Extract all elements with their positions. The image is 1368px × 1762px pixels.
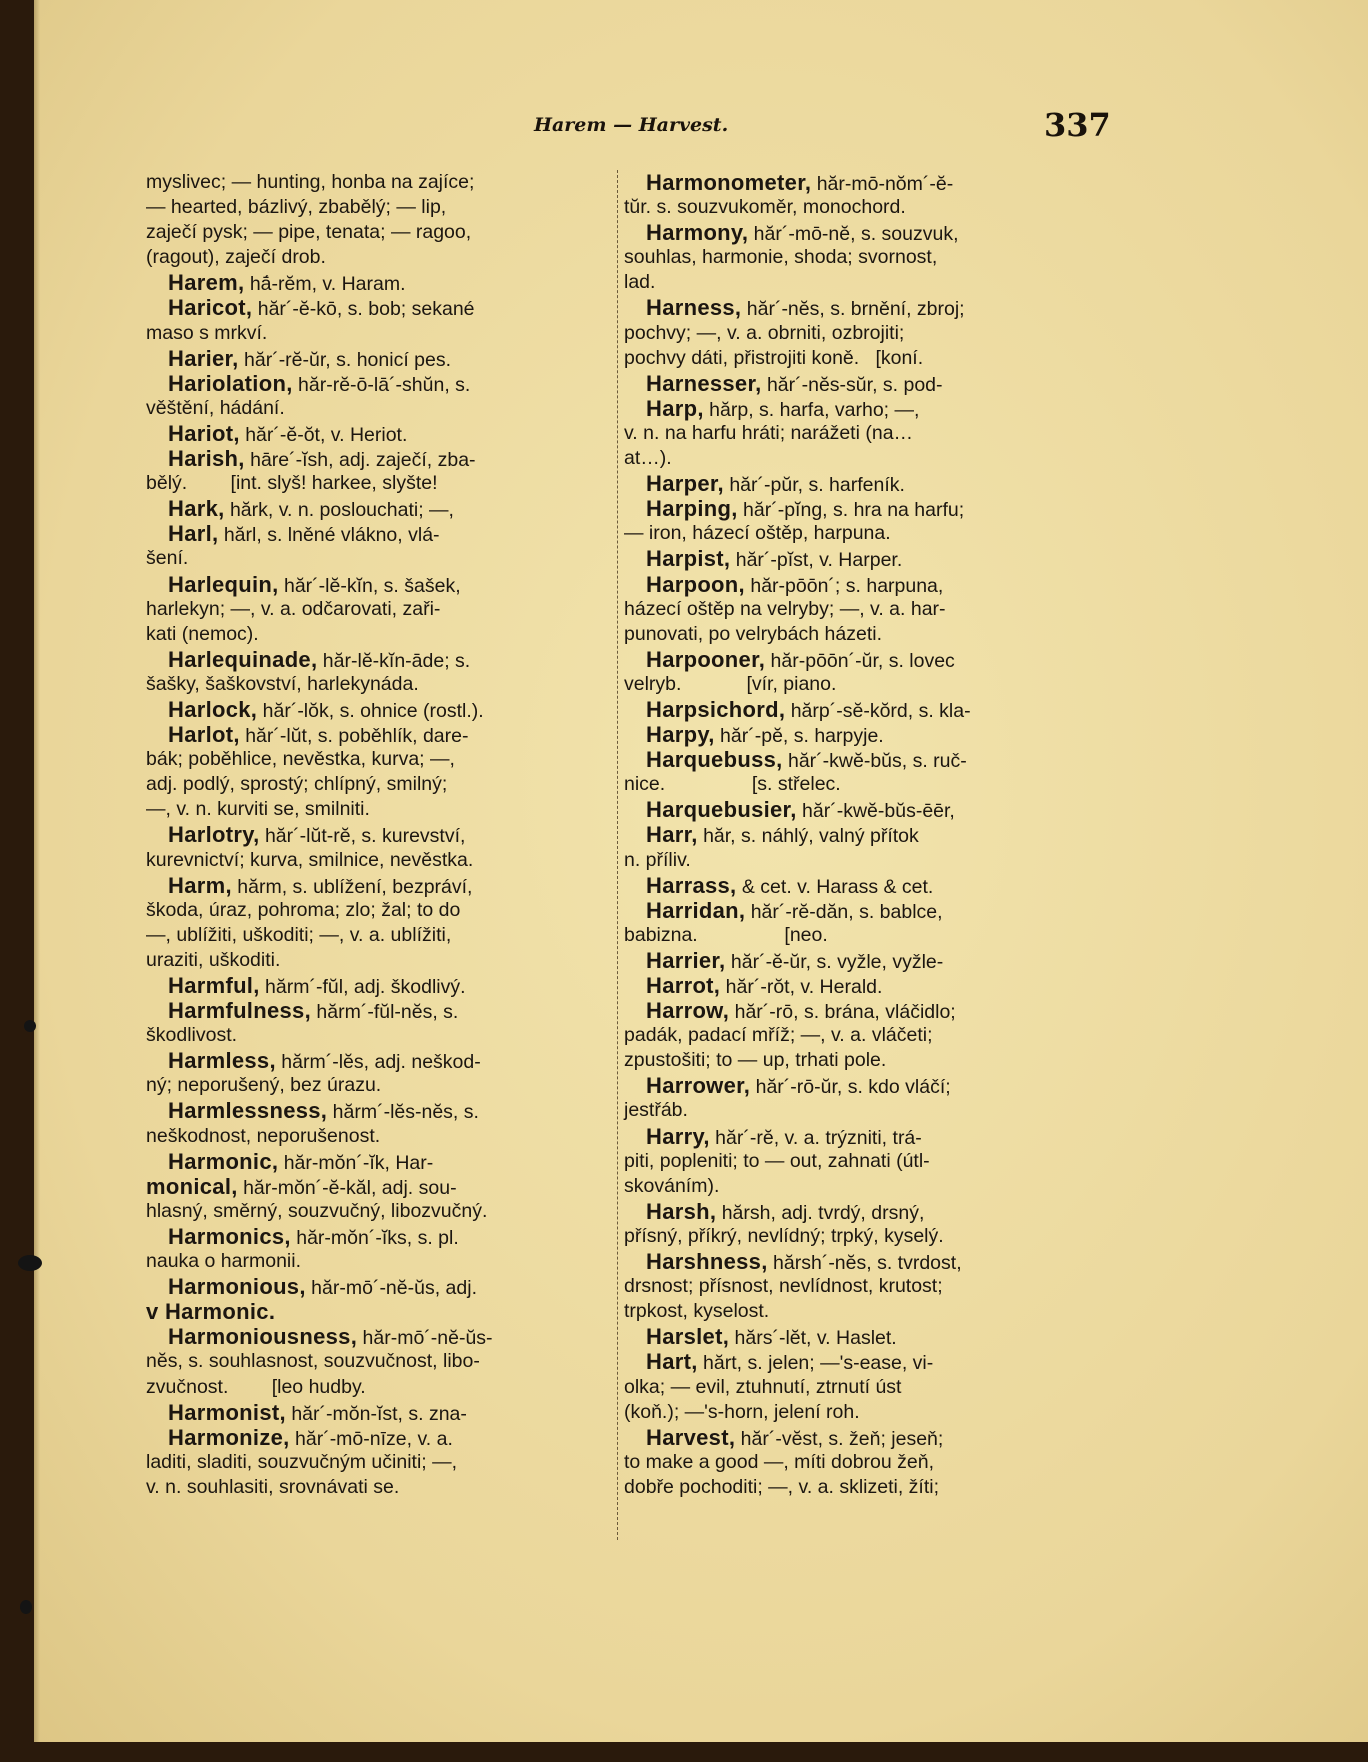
entry-text: zvučnost. [leo hudby.	[146, 1375, 366, 1398]
headword: Harping,	[646, 496, 738, 522]
headword: Harpooner,	[646, 646, 766, 672]
entry-text: hăr´-lŏk, s. ohnice (rostl.).	[257, 699, 484, 722]
entry-text: hăr-rĕ-ō-lā´-shŭn, s.	[292, 373, 471, 396]
headword: monical,	[146, 1173, 238, 1199]
headword: Harmonist,	[168, 1399, 286, 1425]
entry-text: zaječí pysk; — pipe, tenata; — ragoo,	[146, 221, 472, 244]
headword: Harpist,	[646, 546, 731, 572]
entry-text: hăr, s. náhlý, valný přítok	[697, 825, 919, 848]
entry-line	[624, 1023, 1108, 1048]
entry-line	[624, 371, 1108, 396]
entry-text: laditi, sladiti, souzvučným učiniti; —,	[146, 1450, 458, 1473]
entry-line	[624, 1299, 1108, 1324]
entry-line	[146, 822, 616, 847]
entry-line	[146, 496, 616, 521]
entry-text: hăr´-rō-ŭr, s. kdo vláčí;	[750, 1076, 951, 1099]
entry-text: dobře pochoditi; —, v. a. sklizeti, žíti;	[624, 1475, 940, 1498]
entry-line	[146, 1475, 616, 1500]
entry-text: (koň.); —'s-horn, jelení roh.	[624, 1400, 860, 1423]
headword: Haricot,	[168, 295, 253, 321]
entry-line	[146, 772, 616, 797]
entry-text: padák, padací mříž; —, v. a. vláčeti;	[624, 1024, 933, 1047]
entry-line	[624, 1450, 1108, 1475]
headword: Harem,	[168, 270, 245, 296]
entry-text: hărm´-fŭl-nĕs, s.	[310, 1001, 459, 1024]
entry-line	[624, 948, 1108, 973]
entry-line	[624, 1324, 1108, 1349]
entry-line	[146, 1450, 616, 1475]
headword: Harl,	[168, 521, 219, 547]
headword: Harmonics,	[168, 1223, 291, 1249]
page-number: 337	[1044, 106, 1111, 144]
entry-line	[146, 797, 616, 822]
binding-hole-mark	[18, 1255, 42, 1271]
entry-text: házecí oštěp na velryby; —, v. a. har-	[624, 597, 946, 620]
entry-line	[624, 396, 1108, 421]
entry-line	[624, 421, 1108, 446]
entry-line	[624, 245, 1108, 270]
entry-line	[624, 722, 1108, 747]
entry-line	[624, 1475, 1108, 1500]
headword: Harlock,	[168, 696, 258, 722]
entry-text: n. příliv.	[624, 848, 691, 871]
entry-text: hăr´-ĕ-kō, s. bob; sekané	[252, 298, 475, 321]
entry-text: babizna. [neo.	[624, 923, 828, 946]
entry-text: & cet. v. Harass & cet.	[736, 875, 934, 898]
entry-line	[624, 220, 1108, 245]
entry-line	[624, 1425, 1108, 1450]
entry-line	[624, 295, 1108, 320]
headword: Harpsichord,	[646, 696, 786, 722]
headword: Hark,	[168, 496, 225, 522]
page-edge	[34, 0, 40, 1742]
entry-text: (ragout), zaječí drob.	[146, 246, 326, 269]
entry-line	[146, 1324, 616, 1349]
entry-line	[146, 195, 616, 220]
headword: Harmonometer,	[646, 170, 812, 195]
entry-line	[624, 1224, 1108, 1249]
entry-line	[146, 396, 616, 421]
entry-text: hăr´-rō, s. brána, vláčidlo;	[729, 1001, 956, 1024]
entry-text: hăr-mŏn´-ĕ-kăl, adj. sou-	[237, 1176, 457, 1199]
entry-text: hăr´-rŏt, v. Herald.	[720, 976, 883, 998]
entry-text: hăr´-mō-nĕ, s. souzvuk,	[748, 223, 959, 246]
entry-line	[146, 948, 616, 973]
headword: Harlot,	[168, 722, 240, 748]
entry-text: hăr-mŏn´-ĭks, s. pl.	[290, 1226, 459, 1249]
entry-line	[624, 597, 1108, 622]
entry-text: hăr´-pĭst, v. Harper.	[730, 549, 903, 572]
entry-line	[624, 1174, 1108, 1199]
entry-text: hlasný, směrný, souzvučný, libozvučný.	[146, 1199, 488, 1222]
entry-line	[146, 170, 616, 195]
column-divider	[617, 170, 619, 1540]
headword: Harmonious,	[168, 1274, 306, 1300]
entry-line	[146, 1023, 616, 1048]
headword: Harmlessness,	[168, 1098, 328, 1124]
entry-line	[624, 822, 1108, 847]
entry-line	[624, 195, 1108, 220]
entry-text: hăr-mō-nŏm´-ĕ-	[811, 173, 954, 195]
entry-text: jestřáb.	[624, 1099, 688, 1122]
entry-text: hărm, s. ublížení, bezpráví,	[231, 875, 473, 898]
entry-line	[146, 421, 616, 446]
entry-text: skováním).	[624, 1174, 720, 1197]
entry-line	[146, 1174, 616, 1199]
entry-text: hăr´-pĕ, s. harpyje.	[714, 725, 884, 748]
headword: Harm,	[168, 872, 232, 898]
entry-text: harlekyn; —, v. a. odčarovati, zaři-	[146, 597, 441, 620]
entry-text: punovati, po velrybách házeti.	[624, 622, 882, 645]
entry-text: hărsh, adj. tvrdý, drsný,	[716, 1201, 925, 1224]
headword: Hart,	[646, 1349, 698, 1375]
entry-line	[146, 471, 616, 496]
entry-text: hăr-mō´-nĕ-ŭs, adj.	[305, 1277, 477, 1300]
headword: Harrot,	[646, 973, 721, 998]
headword: Harslet,	[646, 1324, 730, 1350]
entry-text: hăr´-mŏn-ĭst, s. zna-	[285, 1402, 467, 1425]
entry-text: adj. podlý, sprostý; chlípný, smilný;	[146, 773, 448, 796]
entry-text: uraziti, uškoditi.	[146, 948, 281, 971]
entry-text: hăr´-lŭt, s. poběhlík, dare-	[239, 725, 469, 748]
entry-line	[624, 998, 1108, 1023]
entry-line	[146, 1199, 616, 1224]
headword: Harry,	[646, 1123, 710, 1149]
entry-text: hăr-mŏn´-ĭk, Har-	[278, 1151, 434, 1174]
entry-text: hărl, s. lněné vlákno, vlá-	[218, 524, 440, 547]
entry-line	[146, 672, 616, 697]
entry-line	[146, 873, 616, 898]
entry-line	[146, 1425, 616, 1450]
entry-text: kati (nemoc).	[146, 622, 259, 645]
binding-hole-mark	[24, 1020, 36, 1032]
headword: v Harmonic.	[146, 1299, 276, 1325]
headword: Harrier,	[646, 947, 726, 973]
headword: Harper,	[646, 471, 724, 497]
entry-line	[624, 270, 1108, 295]
entry-text: věštění, hádání.	[146, 396, 285, 419]
entry-line	[624, 923, 1108, 948]
entry-line	[624, 1149, 1108, 1174]
entry-line	[146, 597, 616, 622]
entry-line	[624, 546, 1108, 571]
entry-text: hăr´-ĕ-ŭr, s. vyžle, vyžle-	[725, 950, 944, 973]
entry-line	[146, 898, 616, 923]
entry-text: hărs´-lĕt, v. Haslet.	[729, 1327, 897, 1350]
headword: Harquebusier,	[646, 797, 797, 823]
headword: Harmony,	[646, 220, 749, 246]
entry-text: hărm´-lĕs, adj. neškod-	[275, 1051, 481, 1074]
entry-line	[146, 923, 616, 948]
entry-line	[146, 1400, 616, 1425]
headword: Harmonic,	[168, 1148, 279, 1174]
entry-line	[624, 1199, 1108, 1224]
headword: Harrass,	[646, 872, 737, 898]
entry-line	[146, 998, 616, 1023]
headword: Harmoniousness,	[168, 1324, 358, 1350]
entry-text: hărm´-fŭl, adj. škodlivý.	[259, 976, 466, 998]
entry-line	[146, 446, 616, 471]
entry-line	[624, 848, 1108, 873]
entry-text: — iron, házecí oštěp, harpuna.	[624, 522, 891, 545]
entry-text: škodlivost.	[146, 1024, 238, 1047]
entry-line	[624, 1274, 1108, 1299]
entry-text: myslivec; — hunting, honba na zajíce;	[146, 171, 475, 193]
entry-text: —, v. n. kurviti se, smilniti.	[146, 798, 370, 821]
entry-line	[146, 220, 616, 245]
entry-text: hăr´-rĕ-dăn, s. bablce,	[745, 900, 943, 923]
entry-line	[146, 722, 616, 747]
entry-text: přísný, příkrý, nevlídný; trpký, kyselý.	[624, 1224, 944, 1247]
headword: Harlotry,	[168, 822, 260, 848]
entry-text: hăr´-mō-nīze, v. a.	[289, 1427, 453, 1450]
entry-text: hăr´-pĭng, s. hra na harfu;	[737, 499, 965, 522]
binding-hole-mark	[20, 1600, 32, 1614]
entry-text: tŭr. s. souzvukoměr, monochord.	[624, 196, 906, 219]
entry-line	[624, 346, 1108, 371]
entry-line	[146, 1098, 616, 1123]
entry-text: hăr-pōōn´-ŭr, s. lovec	[765, 649, 955, 672]
entry-line	[624, 772, 1108, 797]
entry-text: hăr´-lŭt-rĕ, s. kurevství,	[259, 825, 466, 848]
page-header	[34, 106, 1368, 146]
entry-line	[146, 270, 616, 295]
headword: Harrow,	[646, 998, 730, 1024]
entry-line	[146, 1299, 616, 1324]
entry-text: nĕs, s. souhlasnost, souzvučnost, libo-	[146, 1350, 480, 1373]
entry-line	[624, 797, 1108, 822]
entry-line	[146, 521, 616, 546]
entry-text: hăr´-kwĕ-bŭs, s. ruč-	[782, 750, 967, 773]
headword: Harpoon,	[646, 571, 745, 597]
entry-line	[146, 1073, 616, 1098]
entry-text: hăr-lĕ-kĭn-āde; s.	[317, 649, 471, 672]
entry-line	[146, 1375, 616, 1400]
entry-text: pochvy; —, v. a. obrniti, ozbrojiti;	[624, 321, 905, 344]
entry-line	[146, 1349, 616, 1374]
entry-text: hăr´-rĕ-ŭr, s. honicí pes.	[238, 348, 452, 371]
entry-text: nauka o harmonii.	[146, 1250, 302, 1273]
entry-line	[624, 898, 1108, 923]
entry-text: — hearted, bázlivý, zbabělý; — lip,	[146, 196, 447, 219]
entry-text: neškodnost, neporušenost.	[146, 1124, 381, 1147]
headword: Harlequin,	[168, 571, 279, 597]
entry-line	[624, 747, 1108, 772]
entry-line	[146, 848, 616, 873]
running-head: Harem — Harvest.	[534, 114, 729, 136]
entry-line	[624, 622, 1108, 647]
entry-line	[146, 1124, 616, 1149]
entry-text: hărt, s. jelen; —'s-ease, vi-	[697, 1352, 934, 1375]
entry-line	[624, 1400, 1108, 1425]
headword: Harness,	[646, 295, 742, 321]
entry-line	[146, 572, 616, 597]
headword: Hariolation,	[168, 370, 293, 396]
entry-text: maso s mrkví.	[146, 321, 268, 344]
headword: Harquebuss,	[646, 747, 783, 773]
entry-text: kurevnictví; kurva, smilnice, nevěstka.	[146, 848, 474, 871]
entry-text: zpustošiti; to — up, trhati pole.	[624, 1049, 887, 1072]
entry-text: hăr´-pŭr, s. harfeník.	[723, 474, 905, 497]
entry-line	[624, 1349, 1108, 1374]
entry-text: trpkost, kyselost.	[624, 1300, 770, 1323]
entry-text: hăr´-ĕ-ŏt, v. Heriot.	[239, 423, 408, 446]
entry-text: hăr´-vĕst, s. žeň; jeseň;	[735, 1427, 944, 1450]
entry-text: v. n. souhlasiti, srovnávati se.	[146, 1475, 400, 1498]
entry-text: hăr´-rĕ, v. a. trýzniti, trá-	[709, 1126, 922, 1149]
entry-line	[624, 521, 1108, 546]
entry-line	[146, 747, 616, 772]
entry-line	[146, 1224, 616, 1249]
entry-text: olka; — evil, ztuhnutí, ztrnutí úst	[624, 1375, 902, 1398]
headword: Harridan,	[646, 897, 746, 923]
entry-text: —, ublížiti, uškoditi; —, v. a. ublížiti,	[146, 923, 452, 946]
entry-text: hăr´-lĕ-kĭn, s. šašek,	[278, 574, 461, 597]
entry-text: škoda, úraz, pohroma; zlo; žal; to do	[146, 898, 461, 921]
entry-text: hāre´-ĭsh, adj. zaječí, zba-	[244, 449, 476, 472]
entry-text: hărp´-sĕ-kŏrd, s. kla-	[785, 699, 971, 722]
headword: Harp,	[646, 395, 704, 421]
headword: Harr,	[646, 822, 698, 848]
entry-line	[146, 647, 616, 672]
headword: Harnesser,	[646, 370, 762, 396]
headword: Harmless,	[168, 1048, 276, 1074]
entry-text: to make a good —, míti dobrou žeň,	[624, 1450, 935, 1473]
entry-text: at…).	[624, 447, 672, 470]
entry-line	[624, 170, 1108, 195]
entry-text: lad.	[624, 271, 656, 294]
entry-line	[624, 672, 1108, 697]
entry-line	[624, 1375, 1108, 1400]
entry-text: šašky, šaškovství, harlekynáda.	[146, 672, 419, 695]
entry-text: hărsh´-nĕs, s. tvrdost,	[767, 1252, 962, 1275]
entry-line	[146, 1249, 616, 1274]
headword: Harlequinade,	[168, 646, 318, 672]
entry-text: hăr-pōōn´; s. harpuna,	[744, 574, 944, 597]
entry-line	[146, 1274, 616, 1299]
entry-text: hăr-mō´-nĕ-ŭs-	[357, 1327, 493, 1350]
entry-line	[624, 572, 1108, 597]
entry-line	[624, 1124, 1108, 1149]
entry-line	[146, 546, 616, 571]
entry-text: hărk, v. n. poslouchati; —,	[224, 499, 454, 522]
entry-text: šení.	[146, 547, 189, 570]
entry-line	[624, 1249, 1108, 1274]
entry-line	[146, 1048, 616, 1073]
headword: Harmfulness,	[168, 998, 311, 1024]
left-column	[146, 170, 616, 1500]
entry-text: piti, popleniti; to — out, zahnati (útl-	[624, 1149, 930, 1172]
headword: Harier,	[168, 345, 239, 371]
headword: Harmonize,	[168, 1424, 290, 1450]
entry-line	[624, 1073, 1108, 1098]
entry-text: velryb. [vír, piano.	[624, 672, 837, 695]
headword: Harpy,	[646, 722, 715, 748]
entry-line	[146, 295, 616, 320]
entry-line	[624, 496, 1108, 521]
headword: Harshness,	[646, 1249, 768, 1275]
entry-line	[624, 697, 1108, 722]
entry-line	[624, 973, 1108, 998]
entry-text: pochvy dáti, přistrojiti koně. [koní.	[624, 346, 924, 369]
entry-line	[624, 471, 1108, 496]
headword: Harmful,	[168, 973, 260, 998]
headword: Hariot,	[168, 420, 240, 446]
entry-text: v. n. na harfu hráti; narážeti (na…	[624, 421, 914, 444]
entry-line	[624, 321, 1108, 346]
entry-text: bák; poběhlice, nevěstka, kurva; —,	[146, 748, 455, 771]
entry-text: nice. [s. střelec.	[624, 773, 841, 796]
headword: Harish,	[168, 446, 245, 472]
entry-line	[624, 647, 1108, 672]
entry-line	[146, 697, 616, 722]
entry-text: hăr´-kwĕ-bŭs-ēēr,	[796, 800, 955, 823]
entry-text: hărm´-lĕs-nĕs, s.	[327, 1101, 479, 1124]
entry-text: hăr´-nĕs-sŭr, s. pod-	[761, 373, 943, 396]
entry-text: hăr´-nĕs, s. brnění, zbroj;	[741, 298, 965, 321]
entry-text: souhlas, harmonie, shoda; svornost,	[624, 246, 938, 269]
headword: Harsh,	[646, 1198, 717, 1224]
entry-line	[146, 346, 616, 371]
entry-line	[146, 321, 616, 346]
entry-line	[146, 371, 616, 396]
entry-text: bělý. [int. slyš! harkee, slyšte!	[146, 472, 438, 495]
entry-line	[624, 1048, 1108, 1073]
entry-text: drsnost; přísnost, nevlídnost, krutost;	[624, 1275, 943, 1298]
headword: Harrower,	[646, 1073, 751, 1099]
entry-text: hărp, s. harfa, varho; —,	[703, 398, 920, 421]
entry-text: ný; neporušený, bez úrazu.	[146, 1074, 382, 1097]
right-column	[624, 170, 1108, 1500]
entry-line	[624, 1098, 1108, 1123]
headword: Harvest,	[646, 1424, 736, 1450]
entry-line	[146, 245, 616, 270]
entry-line	[146, 973, 616, 998]
entry-line	[624, 873, 1108, 898]
entry-line	[146, 622, 616, 647]
entry-line	[624, 446, 1108, 471]
dictionary-page	[34, 0, 1368, 1742]
entry-text: hā́-rĕm, v. Haram.	[244, 273, 406, 296]
entry-line	[146, 1149, 616, 1174]
